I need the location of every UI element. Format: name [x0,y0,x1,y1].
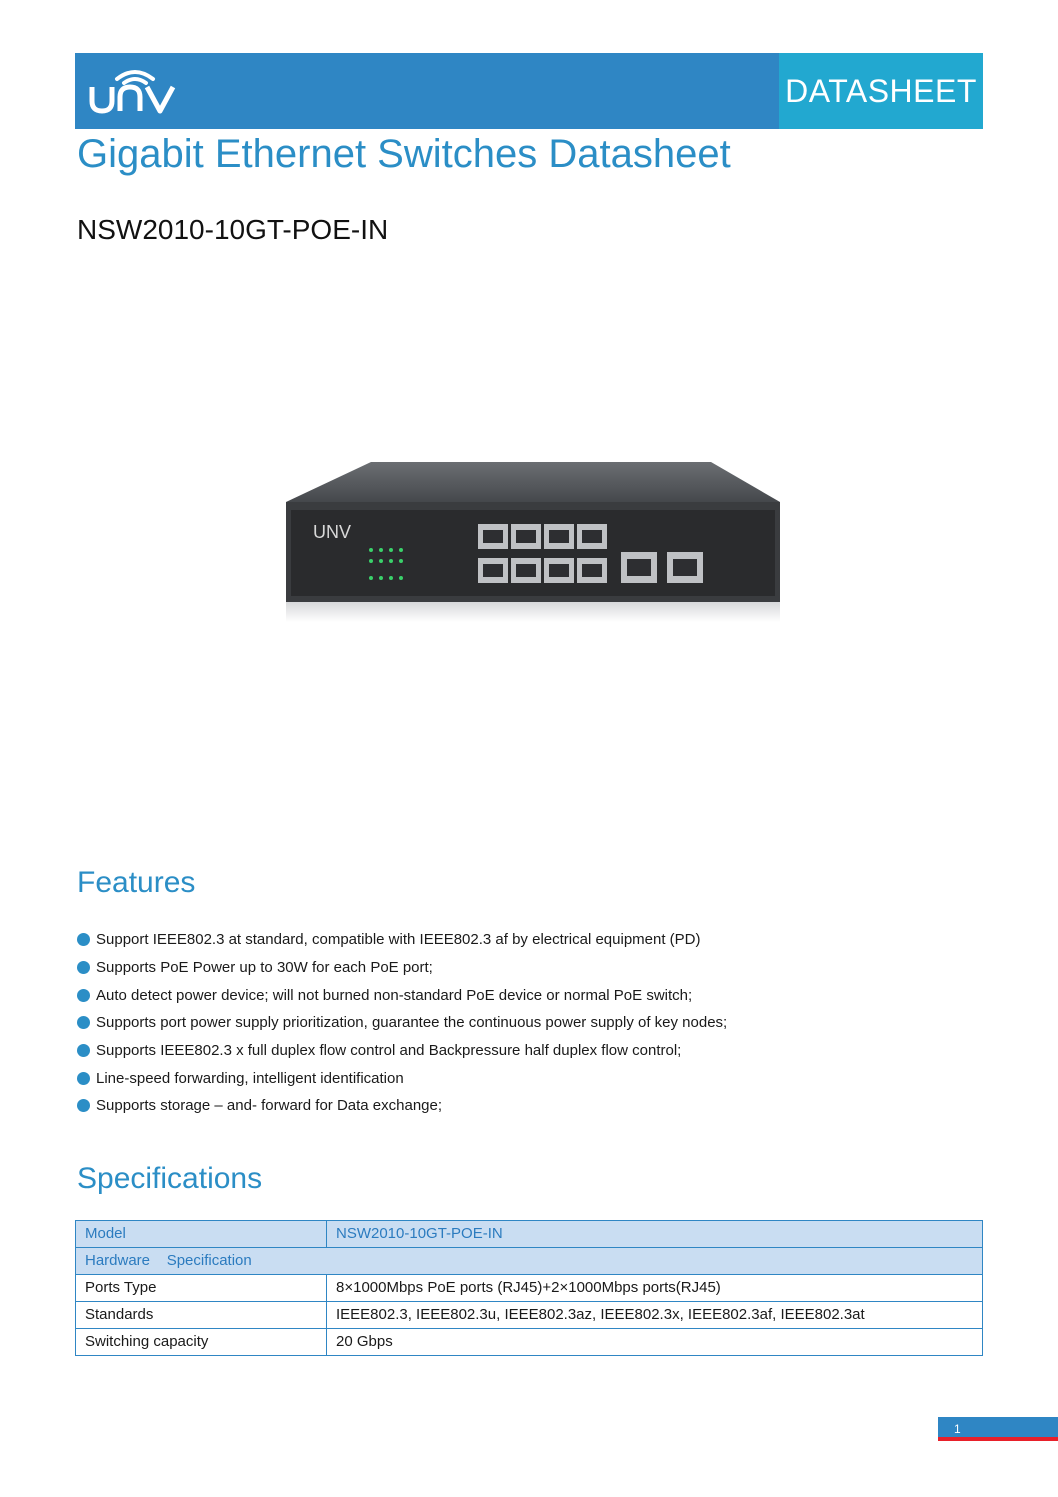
list-item [77,981,977,1009]
document-title: Gigabit Ethernet Switches Datasheet [77,132,731,176]
table-row-section [76,1248,983,1275]
table-row-model [76,1221,983,1248]
header-banner [75,53,983,129]
unv-logo-icon [89,67,189,115]
product-image [283,458,783,628]
features-heading: Features [77,866,196,899]
feature-text: Support IEEE802.3 at standard, compatible with IEEE802.3 af by electrical equipment (PD) [96,931,701,949]
feature-text: Line-speed forwarding, intelligent identification [96,1069,404,1087]
datasheet-tag-text: DATASHEET [785,72,977,109]
specifications-heading: Specifications [77,1162,263,1195]
network-switch-icon [283,458,783,628]
list-item [77,1064,977,1092]
model-heading: NSW2010-10GT-POE-IN [77,214,389,245]
feature-text: Supports PoE Power up to 30W for each PoE port; [96,959,433,977]
table-cell-label: Ports Type [76,1275,327,1302]
table-row [76,1275,983,1302]
list-item [77,1009,977,1037]
table-cell-value: IEEE802.3, IEEE802.3u, IEEE802.3az, IEEE802.3x, IEEE802.3af, IEEE802.3at [327,1302,983,1329]
list-item [77,954,977,982]
bullet-icon [77,1099,90,1112]
features-list [77,926,977,1120]
table-cell-value: 8×1000Mbps PoE ports (RJ45)+2×1000Mbps ports(RJ45) [327,1275,983,1302]
specifications-table [75,1220,983,1356]
list-item [77,926,977,954]
list-item [77,1037,977,1065]
page-number: 1 [938,1417,1058,1441]
bullet-icon [77,961,90,974]
feature-text: Supports storage – and- forward for Data exchange; [96,1097,443,1115]
feature-text: Supports IEEE802.3 x full duplex flow control and Backpressure half duplex flow control; [96,1042,682,1060]
device-logo: UNV [313,522,352,542]
bullet-icon [77,1044,90,1057]
bullet-icon [77,933,90,946]
table-cell-value: NSW2010-10GT-POE-IN [327,1221,983,1248]
feature-text: Supports port power supply prioritization, guarantee the continuous power supply of key nodes; [96,1014,728,1032]
table-row [76,1302,983,1329]
table-cell-label: Model [76,1221,327,1248]
logo-area [75,53,779,129]
table-cell-value: 20 Gbps [327,1329,983,1356]
bullet-icon [77,1072,90,1085]
table-row [76,1329,983,1356]
list-item [77,1092,977,1120]
bullet-icon [77,989,90,1002]
datasheet-tag [779,53,983,129]
feature-text: Auto detect power device; will not burned non-standard PoE device or normal PoE switch; [96,986,693,1004]
table-section-label: Hardware Specification [76,1248,983,1275]
table-cell-label: Standards [76,1302,327,1329]
table-cell-label: Switching capacity [76,1329,327,1356]
bullet-icon [77,1016,90,1029]
